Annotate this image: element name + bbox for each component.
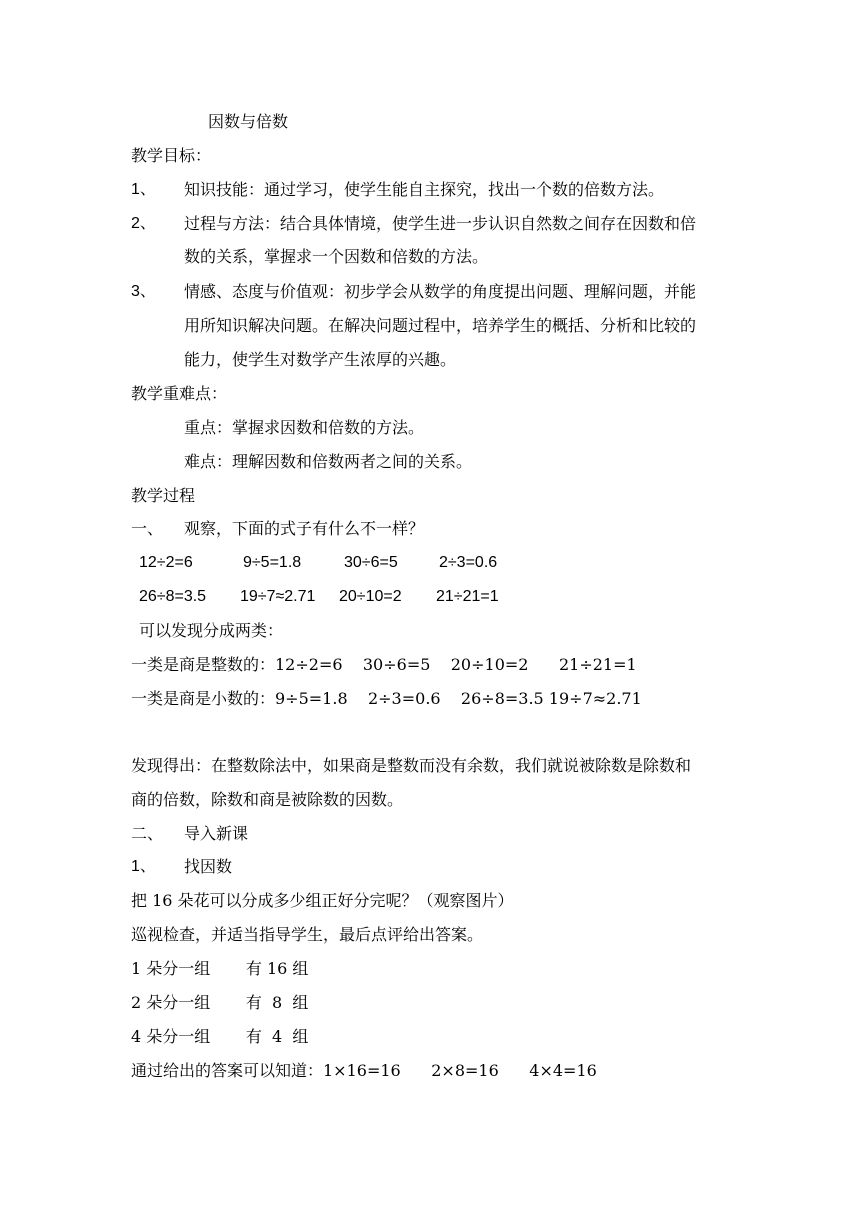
answer-line-2: 2 朵分一组 有 8 组 (131, 993, 309, 1012)
answer-line-1: 1 朵分一组 有 16 组 (131, 959, 309, 978)
objectives-heading: 教学目标： (131, 146, 212, 165)
equation: 19÷7≈2.71 (240, 588, 316, 605)
process-heading: 教学过程 (131, 486, 196, 505)
doc-title: 因数与倍数 (208, 112, 289, 131)
inspection-line: 巡视检查，并适当指导学生，最后点评给出答案。 (131, 925, 484, 944)
objective-2-line-1: 过程与方法：结合具体情境，使学生进一步认识自然数之间存在因数和倍 (184, 214, 697, 233)
section-1-title: 观察，下面的式子有什么不一样？ (184, 519, 425, 538)
objective-2-num: 2、 (131, 215, 156, 232)
finding-line-1: 发现得出：在整数除法中，如果商是整数而没有余数，我们就说被除数是除数和 (131, 756, 692, 775)
section-2-title: 导入新课 (184, 824, 249, 843)
objective-3-line-2: 用所知识解决问题。在解决问题过程中，培养学生的概括、分析和比较的 (184, 316, 697, 335)
equation: 20÷10=2 (339, 588, 402, 605)
objective-1-line-1: 知识技能：通过学习，使学生能自主探究，找出一个数的倍数方法。 (184, 180, 665, 199)
objective-3-num: 3、 (131, 283, 156, 300)
key-points-heading: 教学重难点： (131, 384, 228, 403)
key-point: 重点：掌握求因数和倍数的方法。 (184, 418, 425, 437)
kind-decimal-line: 一类是商是小数的：9÷5=1.8 2÷3=0.6 26÷8=3.5 19÷7≈2.71 (131, 689, 642, 708)
objective-3-line-1: 情感、态度与价值观：初步学会从数学的角度提出问题、理解问题，并能 (184, 282, 697, 301)
section-2-num: 二、 (131, 824, 164, 843)
two-kinds-line: 可以发现分成两类： (139, 621, 284, 640)
equation: 9÷5=1.8 (243, 554, 302, 571)
objective-2-line-2: 数的关系，掌握求一个因数和倍数的方法。 (184, 247, 489, 266)
equation: 30÷6=5 (344, 554, 398, 571)
finding-line-2: 商的倍数，除数和商是被除数的因数。 (131, 790, 404, 809)
conclusion-line: 通过给出的答案可以知道：1×16=16 2×8=16 4×4=16 (131, 1061, 597, 1080)
objective-1-num: 1、 (131, 181, 156, 198)
section-1-num: 一、 (131, 519, 164, 538)
difficult-point: 难点：理解因数和倍数两者之间的关系。 (184, 452, 473, 471)
equation: 2÷3=0.6 (439, 554, 498, 571)
sub-1-title: 找因数 (184, 857, 233, 876)
sub-1-num: 1、 (131, 858, 156, 875)
equation: 12÷2=6 (139, 554, 193, 571)
kind-integer-line: 一类是商是整数的：12÷2=6 30÷6=5 20÷10=2 21÷21=1 (131, 655, 637, 674)
question-line: 把 16 朵花可以分成多少组正好分完呢？（观察图片） (131, 891, 514, 910)
equation: 21÷21=1 (436, 588, 499, 605)
equation: 26÷8=3.5 (139, 588, 207, 605)
objective-3-line-3: 能力，使学生对数学产生浓厚的兴趣。 (184, 350, 457, 369)
answer-line-3: 4 朵分一组 有 4 组 (131, 1027, 309, 1046)
